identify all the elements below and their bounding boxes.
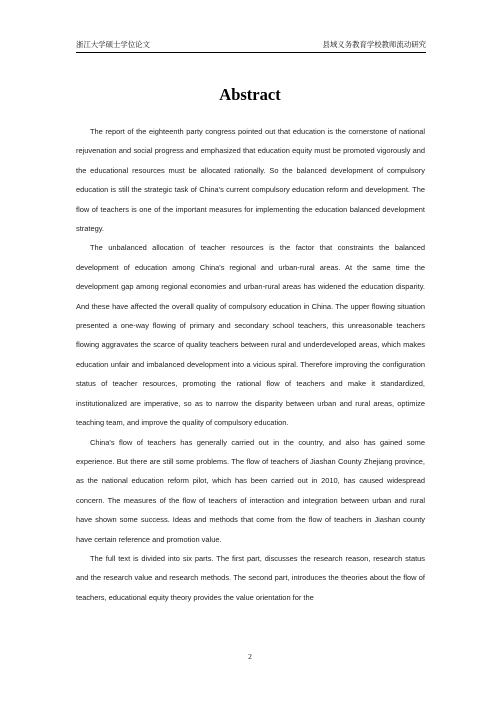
page-number: 2 — [248, 652, 252, 661]
abstract-paragraph-3: China's flow of teachers has generally carried out in the country, and also has gained some experience. But there are still some problems. The flow of teachers of Jiashan County Zhejiang province, as the national education reform pilot, which has been carried out in 2010, has caused widespread concern. The measures of the flow of teachers of interaction and integration between urban and rural have shown some success. Ideas and methods that come from the flow of teachers in Jiashan county have certain reference and promotion value. — [76, 437, 425, 544]
abstract-paragraph-2: The unbalanced allocation of teacher resources is the factor that constraints the balanced development of education among China's regional and urban-rural areas. At the same time the development gap among regional economies and urban-rural areas has widened the education disparity. And these have affected the overall quality of compulsory education in China. The upper flowing situation presented a one-way flowing of primary and secondary school teachers, this unreasonable teachers flowing aggravates the scarce of quality teachers between rural and underdeveloped areas, which makes education unfair and imbalanced development into a vicious spiral. Therefore improving the configuration status of teacher resources, promoting the rational flow of teachers and make it standardized, institutionalized are imperative, so as to narrow the disparity between urban and rural areas, optimize teaching team, and improve the quality of compulsory education. — [76, 243, 425, 428]
header-thesis-type: 浙江大学硕士学位论文 — [76, 40, 150, 49]
abstract-body — [76, 122, 425, 607]
header-thesis-title: 县域义务教育学校教师流动研究 — [322, 40, 426, 49]
abstract-paragraph-1: The report of the eighteenth party congress pointed out that education is the cornerstone of national rejuvenation and social progress and emphasized that education equity must be promoted vigorously and the educational resources must be allocated rationally. So the balanced development of compulsory education is still the strategic task of China's current compulsory education reform and development. The flow of teachers is one of the important measures for implementing the education balanced development strategy. — [76, 127, 425, 234]
abstract-heading: Abstract — [219, 85, 281, 104]
abstract-paragraph-4: The full text is divided into six parts. The first part, discusses the research reason, research status and the research value and research methods. The second part, introduces the theories about the flow of teachers, educational equity theory provides the value orientation for the — [76, 553, 425, 602]
running-header — [76, 34, 426, 53]
